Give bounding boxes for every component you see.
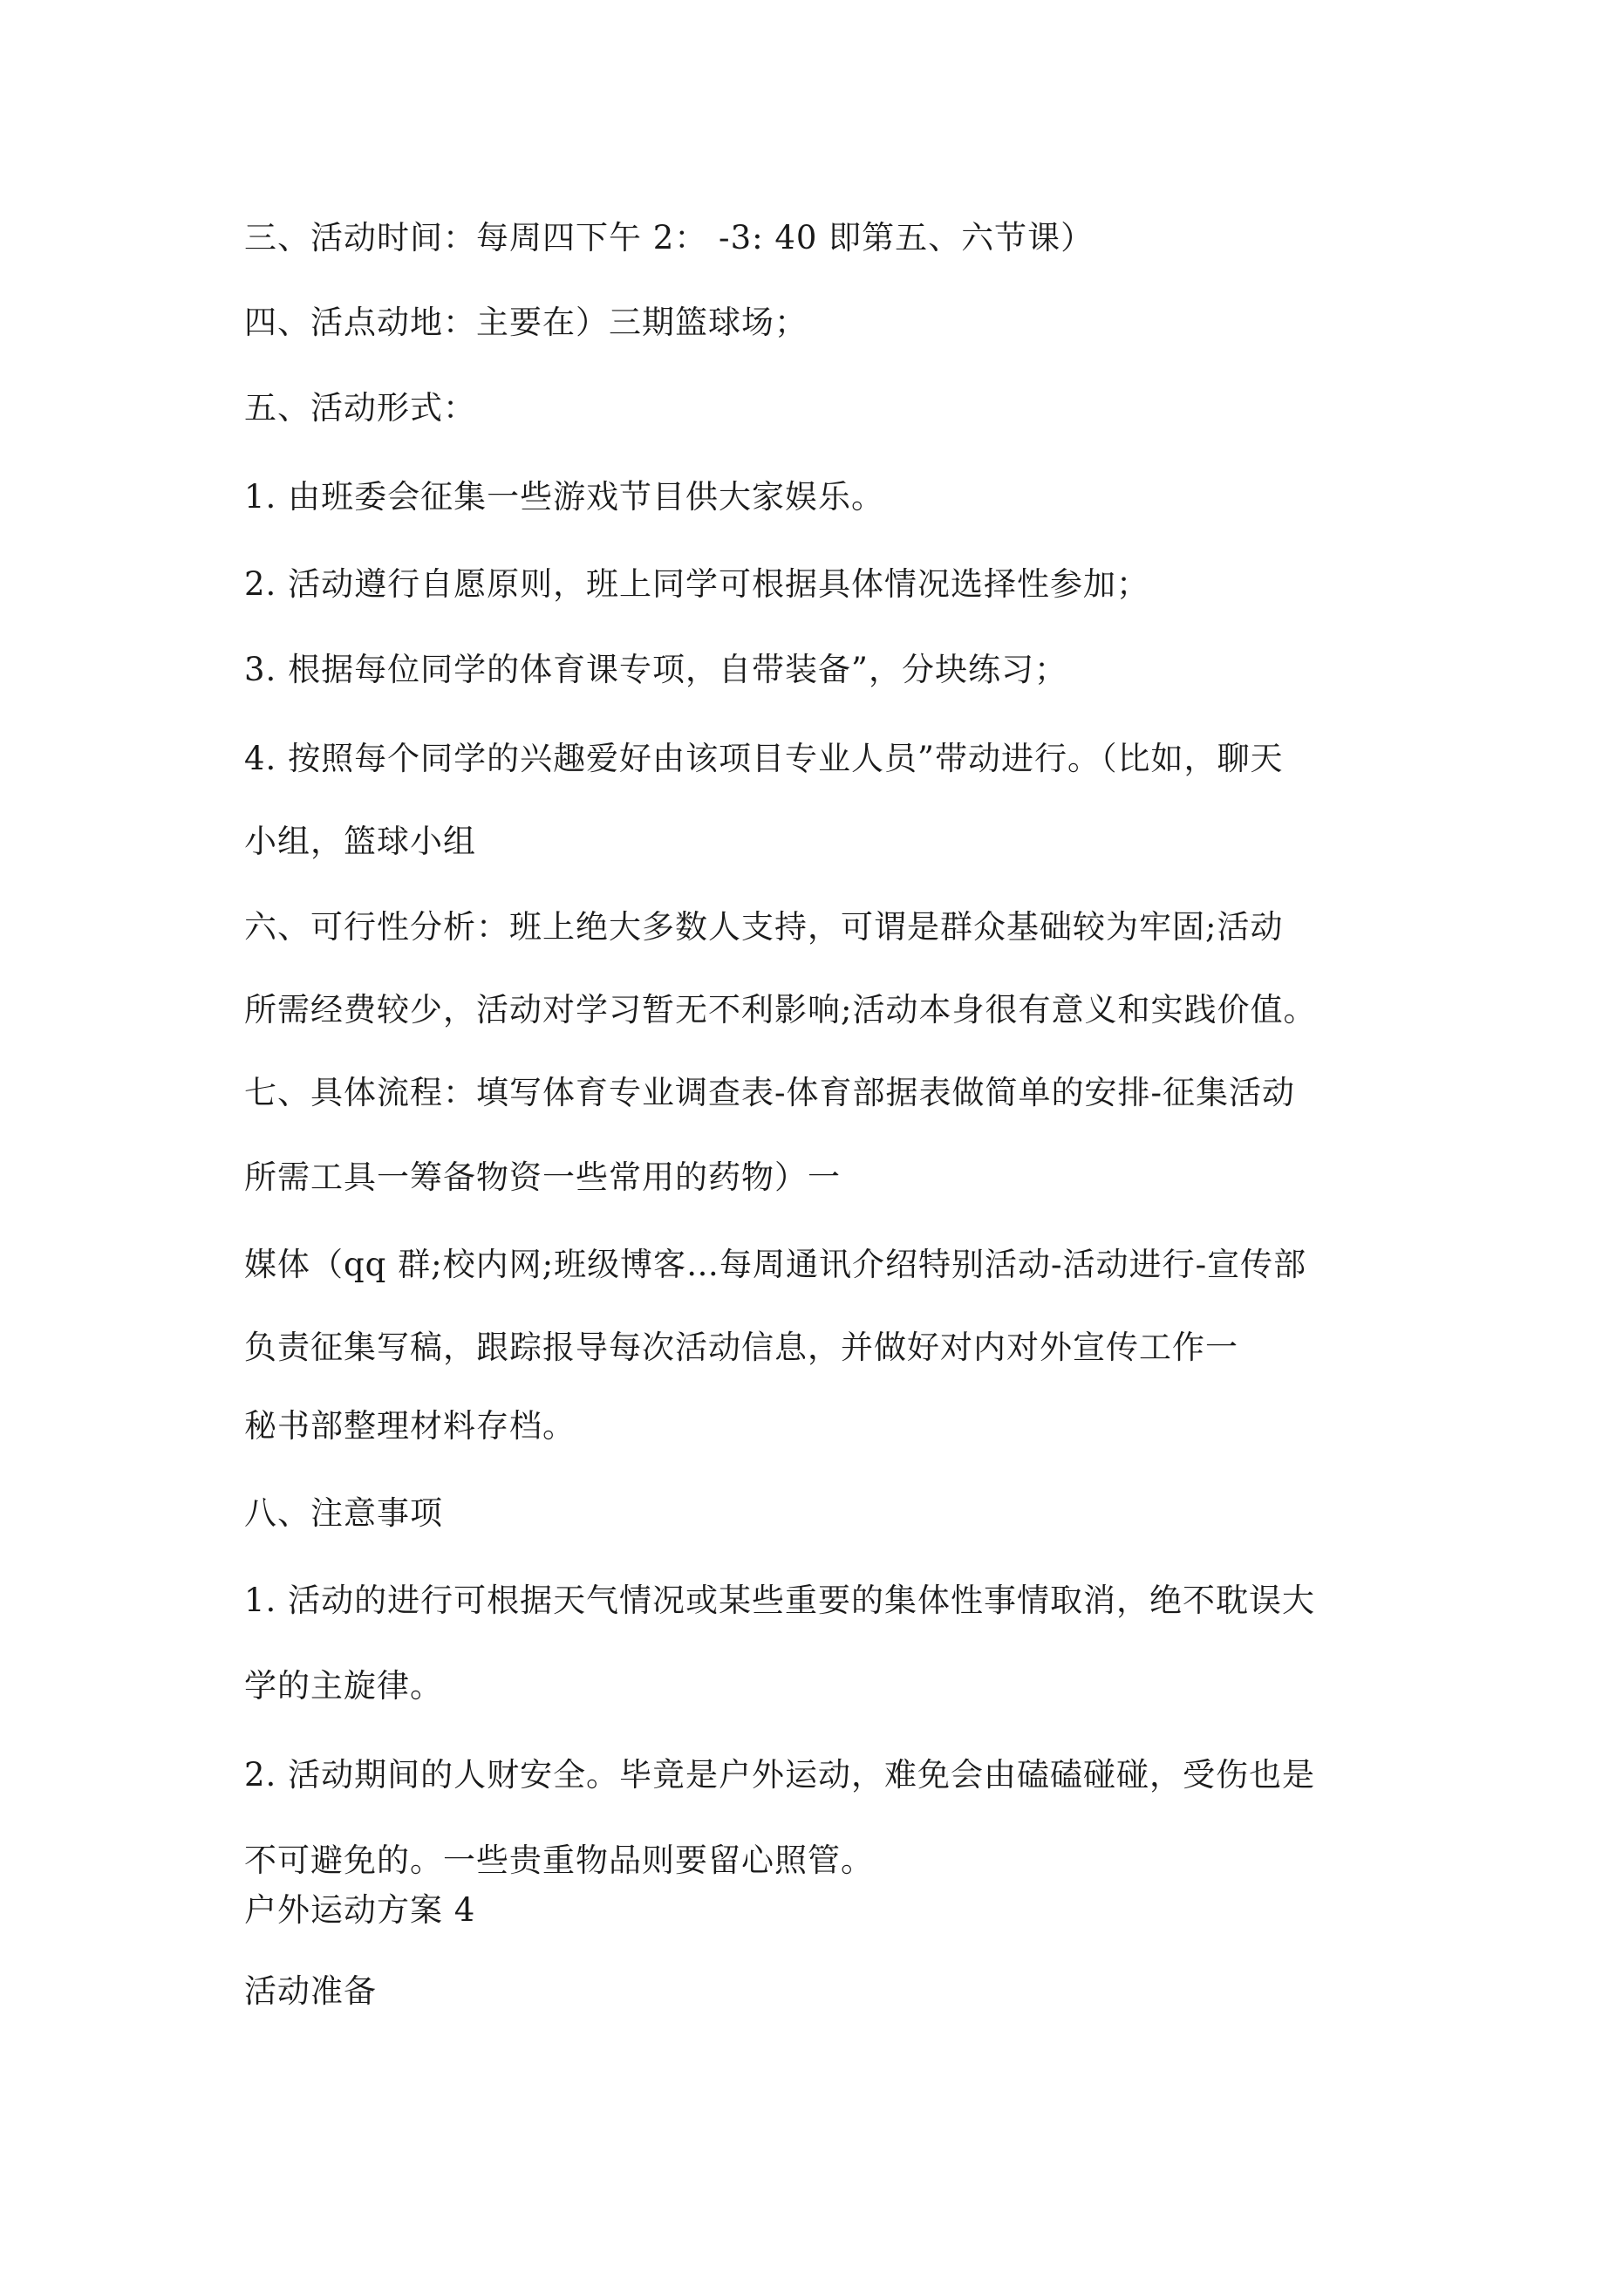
plan-4-title: 户外运动方案 4	[244, 1891, 476, 1929]
section-7-process-line-1: 七、具体流程：填写体育专业调查表-体育部据表做简单的安排-征集活动	[244, 1074, 1296, 1111]
section-5-item-1: 1. 由班委会征集一些游戏节目供大家娱乐。	[244, 478, 885, 516]
section-5-activity-form-heading: 五、活动形式：	[244, 389, 476, 427]
section-5-item-4-line-2: 小组，篮球小组	[244, 823, 476, 860]
section-7-process-line-5: 秘书部整理材料存档。	[244, 1407, 576, 1445]
section-8-item-1-line-2: 学的主旋律。	[244, 1667, 443, 1705]
section-5-item-3: 3. 根据每位同学的体育课专项，自带装备”，分块练习；	[244, 651, 1067, 688]
section-7-process-line-4: 负责征集写稿，跟踪报导每次活动信息，并做好对内对外宣传工作一	[244, 1329, 1238, 1366]
section-7-process-line-3: 媒体（qq 群;校内网;班级博客…每周通讯介绍特别活动-活动进行-宣传部	[244, 1246, 1307, 1283]
section-4-activity-location: 四、活点动地：主要在）三期篮球场；	[244, 304, 808, 341]
section-6-feasibility-line-1: 六、可行性分析：班上绝大多数人支持，可谓是群众基础较为牢固;活动	[244, 908, 1284, 946]
section-7-process-line-2: 所需工具一筹备物资一些常用的药物）一	[244, 1158, 841, 1196]
section-5-item-2: 2. 活动遵行自愿原则，班上同学可根据具体情况选择性参加；	[244, 565, 1150, 603]
section-8-item-1-line-1: 1. 活动的进行可根据天气情况或某些重要的集体性事情取消，绝不耽误大	[244, 1582, 1316, 1619]
section-6-feasibility-line-2: 所需经费较少，活动对学习暂无不利影响;活动本身很有意义和实践价值。	[244, 991, 1317, 1028]
section-5-item-4-line-1: 4. 按照每个同学的兴趣爱好由该项目专业人员”带动进行。（比如，聊天	[244, 740, 1284, 777]
section-8-item-2-line-1: 2. 活动期间的人财安全。毕竟是户外运动，难免会由磕磕碰碰，受伤也是	[244, 1756, 1316, 1794]
section-8-item-2-line-2: 不可避免的。一些贵重物品则要留心照管。	[244, 1842, 874, 1879]
section-3-activity-time: 三、活动时间：每周四下午 2： -3: 40 即第五、六节课）	[244, 219, 1095, 256]
activity-preparation-heading: 活动准备	[244, 1972, 377, 2010]
section-8-notes-heading: 八、注意事项	[244, 1494, 443, 1532]
